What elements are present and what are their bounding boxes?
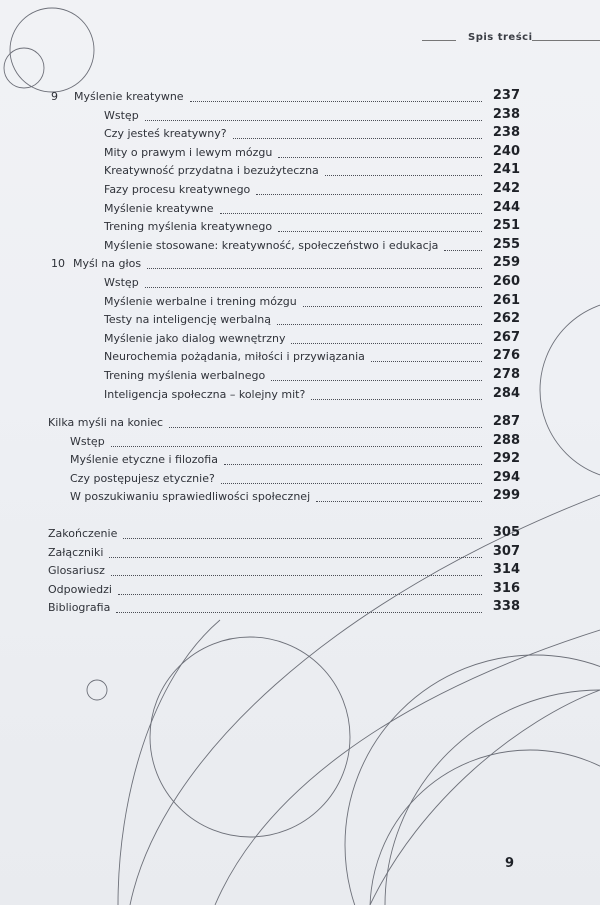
entry-title: Myśl na głos xyxy=(73,257,142,271)
entry-page-number: 238 xyxy=(492,106,520,122)
entry-page-number: 288 xyxy=(492,432,520,448)
entry-title: Mity o prawym i lewym mózgu xyxy=(104,145,273,159)
entry-title: Wstęp xyxy=(104,108,139,122)
dot-leader xyxy=(291,343,482,344)
entry-page-number: 294 xyxy=(492,469,520,485)
entry-page-number: 237 xyxy=(492,88,520,103)
entry-page-number: 267 xyxy=(492,329,520,345)
entry-title: Odpowiedzi xyxy=(48,582,112,596)
back-matter-entry xyxy=(0,564,600,582)
back-matter-entry xyxy=(0,580,600,601)
section-entry xyxy=(0,432,600,453)
section-entry xyxy=(0,292,600,313)
section-entry xyxy=(0,183,600,201)
dot-leader xyxy=(277,324,482,325)
section-entry xyxy=(0,385,600,406)
section-entry xyxy=(0,350,600,368)
entry-title: Glosariusz xyxy=(48,564,105,578)
section-entry xyxy=(0,143,600,164)
dot-leader xyxy=(221,483,482,484)
section-entry xyxy=(0,469,600,490)
section-entry xyxy=(0,453,600,471)
entry-page-number: 287 xyxy=(492,414,520,429)
dot-leader xyxy=(147,268,482,269)
dot-leader xyxy=(311,399,482,400)
dot-leader xyxy=(256,194,482,195)
dot-leader xyxy=(111,446,482,447)
entry-title: Myślenie kreatywne xyxy=(74,90,184,103)
section-entry xyxy=(0,313,600,331)
entry-page-number: 242 xyxy=(492,181,520,196)
entry-page-number: 255 xyxy=(492,236,520,252)
entry-page-number: 276 xyxy=(492,348,520,364)
entry-page-number: 338 xyxy=(492,599,520,615)
entry-title: Załączniki xyxy=(48,545,104,559)
chapter-entry xyxy=(0,90,600,108)
entry-page-number: 262 xyxy=(492,311,520,327)
chapter-number: 10 xyxy=(51,257,65,271)
entry-title: Kreatywność przydatna i bezużyteczna xyxy=(104,164,319,178)
dot-leader xyxy=(444,250,482,251)
entry-title: Inteligencja społeczna – kolejny mit? xyxy=(104,387,306,401)
entry-title: Myślenie etyczne i filozofia xyxy=(70,453,218,467)
entry-title: Myślenie stosowane: kreatywność, społeczeństwo i edukacja xyxy=(104,238,439,252)
chapter-number: 9 xyxy=(51,90,58,103)
back-matter-entry xyxy=(0,527,600,545)
dot-leader xyxy=(123,538,482,539)
entry-title: Testy na inteligencję werbalną xyxy=(104,313,271,327)
closing-chapter-entry xyxy=(0,416,600,434)
entry-page-number: 284 xyxy=(492,385,520,401)
entry-page-number: 244 xyxy=(492,199,520,215)
entry-title: Zakończenie xyxy=(48,527,118,540)
section-title: Spis treści xyxy=(468,32,533,43)
dot-leader xyxy=(111,575,482,576)
back-matter-entry xyxy=(0,601,600,619)
chapter-entry xyxy=(0,257,600,275)
section-entry xyxy=(0,490,600,508)
dot-leader xyxy=(278,157,482,158)
entry-title: Myślenie jako dialog wewnętrzny xyxy=(104,331,286,345)
entry-title: Myślenie werbalne i trening mózgu xyxy=(104,294,297,308)
dot-leader xyxy=(190,101,482,102)
section-entry xyxy=(0,164,600,182)
dot-leader xyxy=(271,380,482,381)
dot-leader xyxy=(233,138,482,139)
dot-leader xyxy=(325,175,482,176)
dot-leader xyxy=(316,501,482,502)
entry-page-number: 259 xyxy=(492,255,520,271)
entry-page-number: 240 xyxy=(492,143,520,159)
dot-leader xyxy=(224,464,482,465)
entry-page-number: 261 xyxy=(492,292,520,308)
entry-title: Myślenie kreatywne xyxy=(104,201,214,215)
entry-page-number: 314 xyxy=(492,562,520,578)
entry-title: Kilka myśli na koniec xyxy=(48,416,164,429)
dot-leader xyxy=(145,287,482,288)
dot-leader xyxy=(278,231,482,232)
entry-title: Trening myślenia werbalnego xyxy=(104,369,266,382)
page-number: 9 xyxy=(505,856,515,871)
dot-leader xyxy=(116,612,482,613)
entry-page-number: 260 xyxy=(492,274,520,289)
entry-title: Trening myślenia kreatywnego xyxy=(104,220,273,234)
entry-page-number: 251 xyxy=(492,218,520,234)
dot-leader xyxy=(109,557,482,558)
entry-title: Wstęp xyxy=(104,276,139,289)
section-entry xyxy=(0,199,600,220)
dot-leader xyxy=(303,306,482,307)
entry-page-number: 278 xyxy=(492,367,520,382)
entry-title: Fazy procesu kreatywnego xyxy=(104,183,251,196)
dot-leader xyxy=(371,361,482,362)
entry-title: Czy jesteś kreatywny? xyxy=(104,127,227,141)
entry-title: Czy postępujesz etycznie? xyxy=(70,471,215,485)
section-entry xyxy=(0,236,600,257)
entry-title: W poszukiwaniu sprawiedliwości społecznej xyxy=(70,490,311,504)
entry-page-number: 238 xyxy=(492,125,520,141)
section-entry xyxy=(0,106,600,127)
entry-title: Neurochemia pożądania, miłości i przywiązania xyxy=(104,350,365,364)
dot-leader xyxy=(220,213,482,214)
entry-page-number: 241 xyxy=(492,162,520,178)
back-matter-entry xyxy=(0,543,600,564)
entry-page-number: 299 xyxy=(492,488,520,504)
entry-title: Wstęp xyxy=(70,434,105,448)
entry-page-number: 292 xyxy=(492,451,520,467)
section-entry xyxy=(0,276,600,294)
entry-page-number: 305 xyxy=(492,525,520,540)
section-entry xyxy=(0,220,600,238)
dot-leader xyxy=(145,120,482,121)
entry-page-number: 307 xyxy=(492,543,520,559)
dot-leader xyxy=(169,427,482,428)
entry-page-number: 316 xyxy=(492,580,520,596)
dot-leader xyxy=(118,594,482,595)
section-entry xyxy=(0,329,600,350)
entry-title: Bibliografia xyxy=(48,601,111,615)
section-entry xyxy=(0,369,600,387)
section-entry xyxy=(0,127,600,145)
